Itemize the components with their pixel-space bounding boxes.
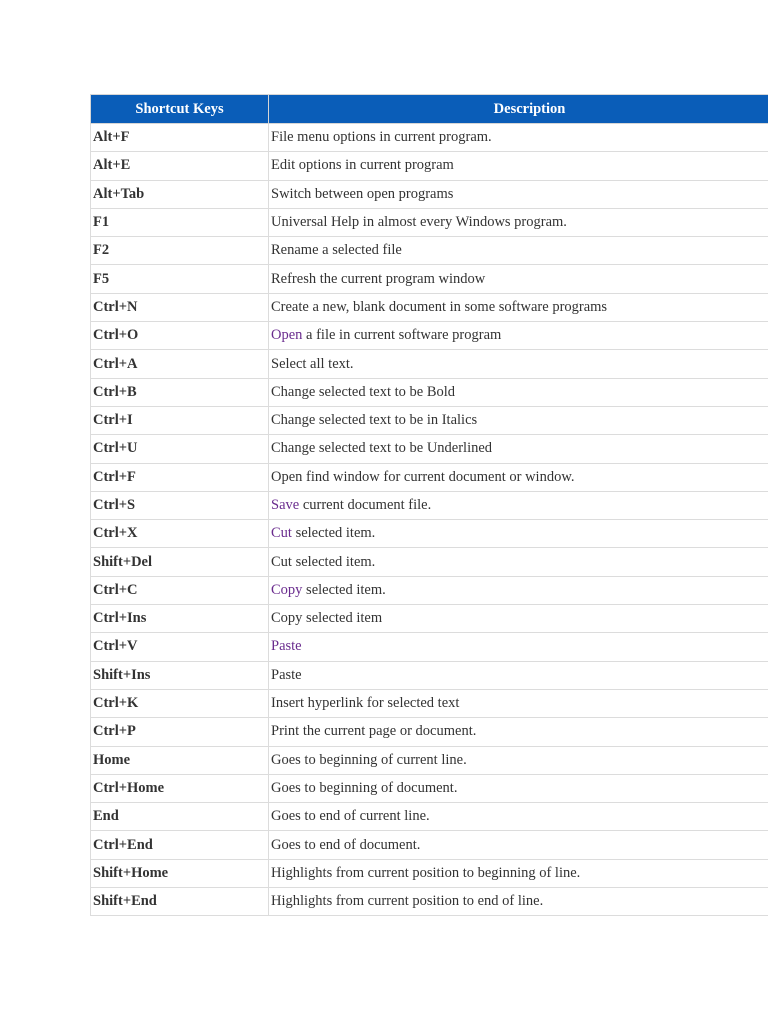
table-row bbox=[91, 124, 768, 152]
shortcut-key-cell: Ctrl+N bbox=[91, 293, 269, 321]
description-text: Goes to beginning of document. bbox=[271, 779, 458, 796]
description-text: Create a new, blank document in some software programs bbox=[271, 298, 608, 315]
description-cell bbox=[269, 208, 768, 236]
table-row bbox=[91, 491, 768, 519]
table-row bbox=[91, 605, 768, 633]
table-row bbox=[91, 435, 768, 463]
description-cell bbox=[269, 265, 768, 293]
shortcut-key-cell: Ctrl+K bbox=[91, 689, 269, 717]
description-text: Copy selected item bbox=[271, 610, 383, 627]
table-row bbox=[91, 265, 768, 293]
description-text: Change selected text to be in Italics bbox=[271, 412, 478, 429]
description-text: Highlights from current position to end of line. bbox=[271, 893, 544, 910]
description-cell bbox=[269, 605, 768, 633]
shortcut-key-cell: Ctrl+End bbox=[91, 831, 269, 859]
description-text: Cut selected item. bbox=[271, 553, 376, 570]
description-text: selected item. bbox=[291, 525, 376, 542]
description-cell bbox=[269, 293, 768, 321]
description-cell bbox=[269, 661, 768, 689]
table-row bbox=[91, 322, 768, 350]
table-row bbox=[91, 180, 768, 208]
description-link[interactable]: Cut bbox=[271, 525, 292, 542]
table-row bbox=[91, 463, 768, 491]
shortcut-key-cell: End bbox=[91, 803, 269, 831]
description-text: Paste bbox=[271, 666, 302, 683]
shortcut-key-cell: Shift+Del bbox=[91, 548, 269, 576]
table-row bbox=[91, 520, 768, 548]
description-cell bbox=[269, 378, 768, 406]
shortcut-key-cell: Ctrl+V bbox=[91, 633, 269, 661]
shortcut-key-cell: F2 bbox=[91, 237, 269, 265]
table-row bbox=[91, 689, 768, 717]
description-cell bbox=[269, 689, 768, 717]
shortcut-key-cell: Ctrl+U bbox=[91, 435, 269, 463]
table-row bbox=[91, 888, 768, 916]
description-cell bbox=[269, 888, 768, 916]
shortcut-keys-table bbox=[90, 94, 768, 916]
description-cell bbox=[269, 322, 768, 350]
shortcut-key-cell: Shift+Home bbox=[91, 859, 269, 887]
table-row bbox=[91, 237, 768, 265]
table-row bbox=[91, 576, 768, 604]
shortcut-key-cell: Ctrl+S bbox=[91, 491, 269, 519]
description-cell bbox=[269, 124, 768, 152]
table-row bbox=[91, 859, 768, 887]
table-body bbox=[91, 124, 768, 916]
description-cell bbox=[269, 831, 768, 859]
table-row bbox=[91, 718, 768, 746]
description-text: Change selected text to be Underlined bbox=[271, 440, 493, 457]
header-shortcut-keys: Shortcut Keys bbox=[91, 95, 269, 124]
description-text: Rename a selected file bbox=[271, 242, 402, 259]
description-cell bbox=[269, 491, 768, 519]
description-link[interactable]: Open bbox=[271, 327, 303, 344]
description-text: Change selected text to be Bold bbox=[271, 383, 456, 400]
description-link[interactable]: Paste bbox=[271, 638, 302, 655]
description-text: Edit options in current program bbox=[271, 157, 454, 174]
shortcut-key-cell: Ctrl+Ins bbox=[91, 605, 269, 633]
description-text: File menu options in current program. bbox=[271, 129, 492, 146]
description-link[interactable]: Save bbox=[271, 497, 300, 513]
description-text: current document file. bbox=[299, 497, 432, 513]
description-cell bbox=[269, 576, 768, 604]
shortcut-key-cell: Ctrl+I bbox=[91, 406, 269, 434]
description-text: Goes to end of document. bbox=[271, 836, 421, 853]
description-cell bbox=[269, 548, 768, 576]
table-row bbox=[91, 746, 768, 774]
table-row bbox=[91, 774, 768, 802]
description-text: Open find window for current document or window. bbox=[271, 468, 575, 485]
description-cell bbox=[269, 152, 768, 180]
shortcut-key-cell: Home bbox=[91, 746, 269, 774]
shortcut-key-cell: Ctrl+F bbox=[91, 463, 269, 491]
shortcut-key-cell: Shift+Ins bbox=[91, 661, 269, 689]
shortcut-key-cell: Alt+E bbox=[91, 152, 269, 180]
description-cell bbox=[269, 633, 768, 661]
description-text: a file in current software program bbox=[302, 327, 502, 344]
shortcut-key-cell: F5 bbox=[91, 265, 269, 293]
shortcut-key-cell: Alt+Tab bbox=[91, 180, 269, 208]
description-text: Refresh the current program window bbox=[271, 270, 486, 287]
table-row bbox=[91, 831, 768, 859]
table-row bbox=[91, 293, 768, 321]
description-cell bbox=[269, 435, 768, 463]
shortcut-key-cell: Ctrl+B bbox=[91, 378, 269, 406]
description-text: Goes to beginning of current line. bbox=[271, 751, 467, 768]
table-row bbox=[91, 803, 768, 831]
table-row bbox=[91, 633, 768, 661]
description-text: Print the current page or document. bbox=[271, 723, 477, 740]
table-row bbox=[91, 406, 768, 434]
table-row bbox=[91, 152, 768, 180]
description-cell bbox=[269, 350, 768, 378]
description-text: Highlights from current position to beginning of line. bbox=[271, 864, 581, 881]
shortcut-key-cell: Alt+F bbox=[91, 124, 269, 152]
table-row bbox=[91, 548, 768, 576]
description-cell bbox=[269, 859, 768, 887]
shortcut-key-cell: Ctrl+A bbox=[91, 350, 269, 378]
description-cell bbox=[269, 718, 768, 746]
table-row bbox=[91, 350, 768, 378]
description-text: Universal Help in almost every Windows program. bbox=[271, 214, 567, 231]
description-text: Goes to end of current line. bbox=[271, 808, 430, 825]
table-row bbox=[91, 208, 768, 236]
table-row bbox=[91, 378, 768, 406]
description-text: Select all text. bbox=[271, 355, 354, 372]
description-cell bbox=[269, 803, 768, 831]
description-text: Insert hyperlink for selected text bbox=[271, 695, 460, 712]
description-cell bbox=[269, 180, 768, 208]
shortcut-key-cell: Ctrl+Home bbox=[91, 774, 269, 802]
description-link[interactable]: Copy bbox=[271, 581, 303, 598]
description-text: selected item. bbox=[302, 581, 386, 598]
shortcut-key-cell: Ctrl+O bbox=[91, 322, 269, 350]
shortcut-key-cell: Shift+End bbox=[91, 888, 269, 916]
shortcut-key-cell: Ctrl+C bbox=[91, 576, 269, 604]
description-text: Switch between open programs bbox=[271, 185, 454, 202]
description-cell bbox=[269, 463, 768, 491]
header-row bbox=[91, 95, 768, 124]
description-cell bbox=[269, 520, 768, 548]
description-cell bbox=[269, 237, 768, 265]
description-cell bbox=[269, 406, 768, 434]
description-cell bbox=[269, 774, 768, 802]
description-cell bbox=[269, 746, 768, 774]
header-description: Description bbox=[269, 95, 768, 124]
shortcut-key-cell: Ctrl+P bbox=[91, 718, 269, 746]
shortcut-key-cell: F1 bbox=[91, 208, 269, 236]
table-row bbox=[91, 661, 768, 689]
table-header bbox=[91, 95, 768, 124]
shortcut-key-cell: Ctrl+X bbox=[91, 520, 269, 548]
